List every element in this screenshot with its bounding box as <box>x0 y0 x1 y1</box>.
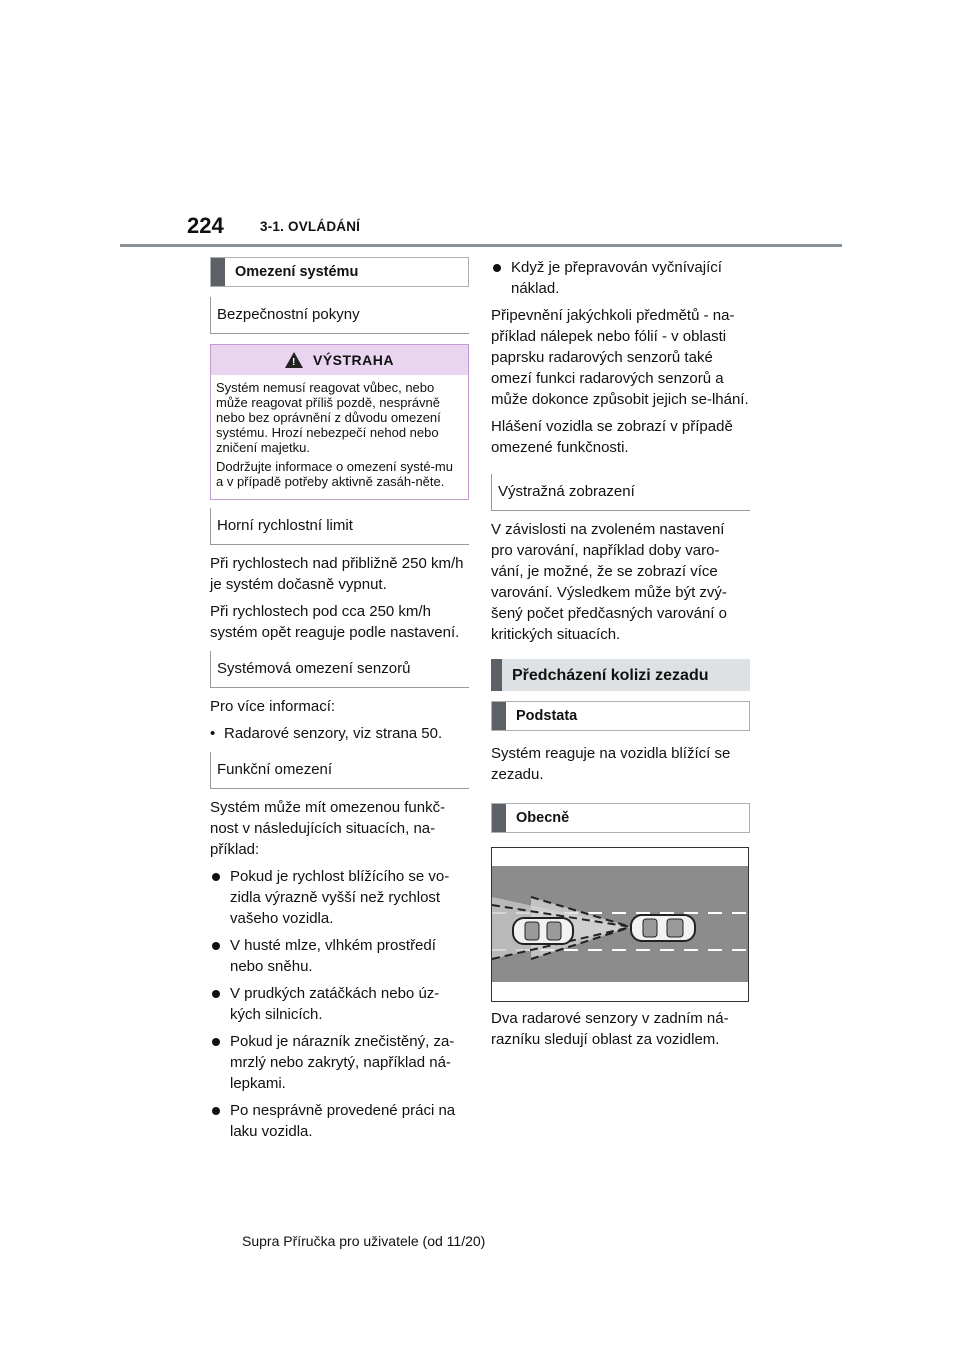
left-column <box>210 257 469 1148</box>
warning-text-2: Dodržujte informace o omezení systé-mu a v případě potřeby aktivně zasáh-něte. <box>216 459 453 489</box>
bullet-dot <box>212 1107 220 1115</box>
functional-text: Systém může mít omezenou funkč-nost v následujících situacích, na-příklad: <box>210 799 446 858</box>
bullet-text: Když je přepravován vyčnívající náklad. <box>511 259 722 297</box>
subheading-warning-displays: Výstražná zobrazení <box>491 474 750 511</box>
right-column <box>491 257 750 1056</box>
list-item <box>491 257 750 299</box>
heading-text: Omezení systému <box>235 263 359 280</box>
heading-principle <box>491 701 750 731</box>
warning-box <box>210 344 469 500</box>
bullet-dot <box>212 1038 220 1046</box>
speed-text-1: Při rychlostech nad přibližně 250 km/h je systém dočasně vypnut. <box>210 555 464 593</box>
heading-general <box>491 803 750 833</box>
list-item <box>210 935 469 977</box>
warning-header <box>211 345 468 375</box>
subheading-sensor-limits: Systémová omezení senzorů <box>210 651 469 688</box>
heading-bar <box>211 258 225 286</box>
sensor-reference: Radarové senzory, viz strana 50. <box>224 725 443 742</box>
bullet-dot <box>212 942 220 950</box>
section-title: 3-1. OVLÁDÁNÍ <box>260 219 361 234</box>
heading-text: Obecně <box>516 809 570 826</box>
warning-text-1: Systém nemusí reagovat vůbec, nebo může reagovat příliš pozdě, nesprávně nebo bez oprávnění z důvodu omezení systému. Hrozí nebezpečí nehod nebo zničení majetku. <box>216 380 441 455</box>
heading-system-limits <box>210 257 469 287</box>
heading-bar <box>491 659 502 691</box>
illustration-caption: Dva radarové senzory v zadním ná-razníku sledují oblast za vozidlem. <box>491 1010 729 1048</box>
warning-title: VÝSTRAHA <box>312 351 394 368</box>
following-car-icon <box>513 918 573 944</box>
principle-text: Systém reaguje na vozidla blížící se zezadu. <box>491 745 731 783</box>
bullet-text: Po nesprávně provedené práci na laku vozidla. <box>230 1102 456 1140</box>
bullet-text: Pokud je rychlost blížícího se vo-zidla výrazně vyšší než rychlost vašeho vozidla. <box>230 868 450 927</box>
attachment-text: Připevnění jakýchkoli předmětů - na-příklad nálepek nebo fólií - v oblasti paprsku radarových senzorů také omezí funkci radarových senzorů a může dokonce způsobit jejich se-lhání. <box>491 307 749 408</box>
list-item <box>210 983 469 1025</box>
subheading-safety: Bezpečnostní pokyny <box>210 297 469 334</box>
radar-illustration <box>491 847 749 1002</box>
subheading-speed-limit: Horní rychlostní limit <box>210 508 469 545</box>
bullet-text: Pokud je nárazník znečistěný, za-mrzlý nebo zakrytý, například ná-lepkami. <box>230 1033 455 1092</box>
speed-text-2: Při rychlostech pod cca 250 km/h systém opět reaguje podle nastavení. <box>210 603 460 641</box>
list-item <box>210 1100 469 1142</box>
sensor-text: Pro více informací: <box>210 698 336 715</box>
list-item <box>210 1031 469 1094</box>
warning-body <box>211 375 468 499</box>
message-text: Hlášení vozidla se zobrazí v případě omezené funkčnosti. <box>491 418 733 456</box>
subheading-functional-limits: Funkční omezení <box>210 752 469 789</box>
own-car-icon <box>631 915 695 941</box>
list-item <box>210 866 469 929</box>
heading-text: Předcházení kolizi zezadu <box>512 666 709 684</box>
bullet-dot <box>212 873 220 881</box>
heading-text: Podstata <box>516 707 578 724</box>
footer-text: Supra Příručka pro uživatele (od 11/20) <box>242 1233 486 1249</box>
header-rule <box>120 244 842 247</box>
heading-rear-collision <box>491 659 750 691</box>
list-item <box>210 723 469 744</box>
page-number: 224 <box>187 213 224 238</box>
heading-bar <box>492 702 506 730</box>
bullet-text: V prudkých zatáčkách nebo úz-kých silnicích. <box>230 985 440 1023</box>
bullet-dot <box>493 264 501 272</box>
bullet-text: V husté mlze, vlhkém prostředí nebo sněhu. <box>230 937 436 975</box>
warning-display-text: V závislosti na zvoleném nastavení pro varování, například doby varo-vání, je možné, že se zobrazí více varování. Výsledkem může být zvý-šený počet předčasných varování o kritických situacích. <box>491 521 727 643</box>
heading-bar <box>492 804 506 832</box>
warning-triangle-icon: ! <box>285 352 303 368</box>
list-marker: • <box>210 725 216 742</box>
bullet-dot <box>212 990 220 998</box>
